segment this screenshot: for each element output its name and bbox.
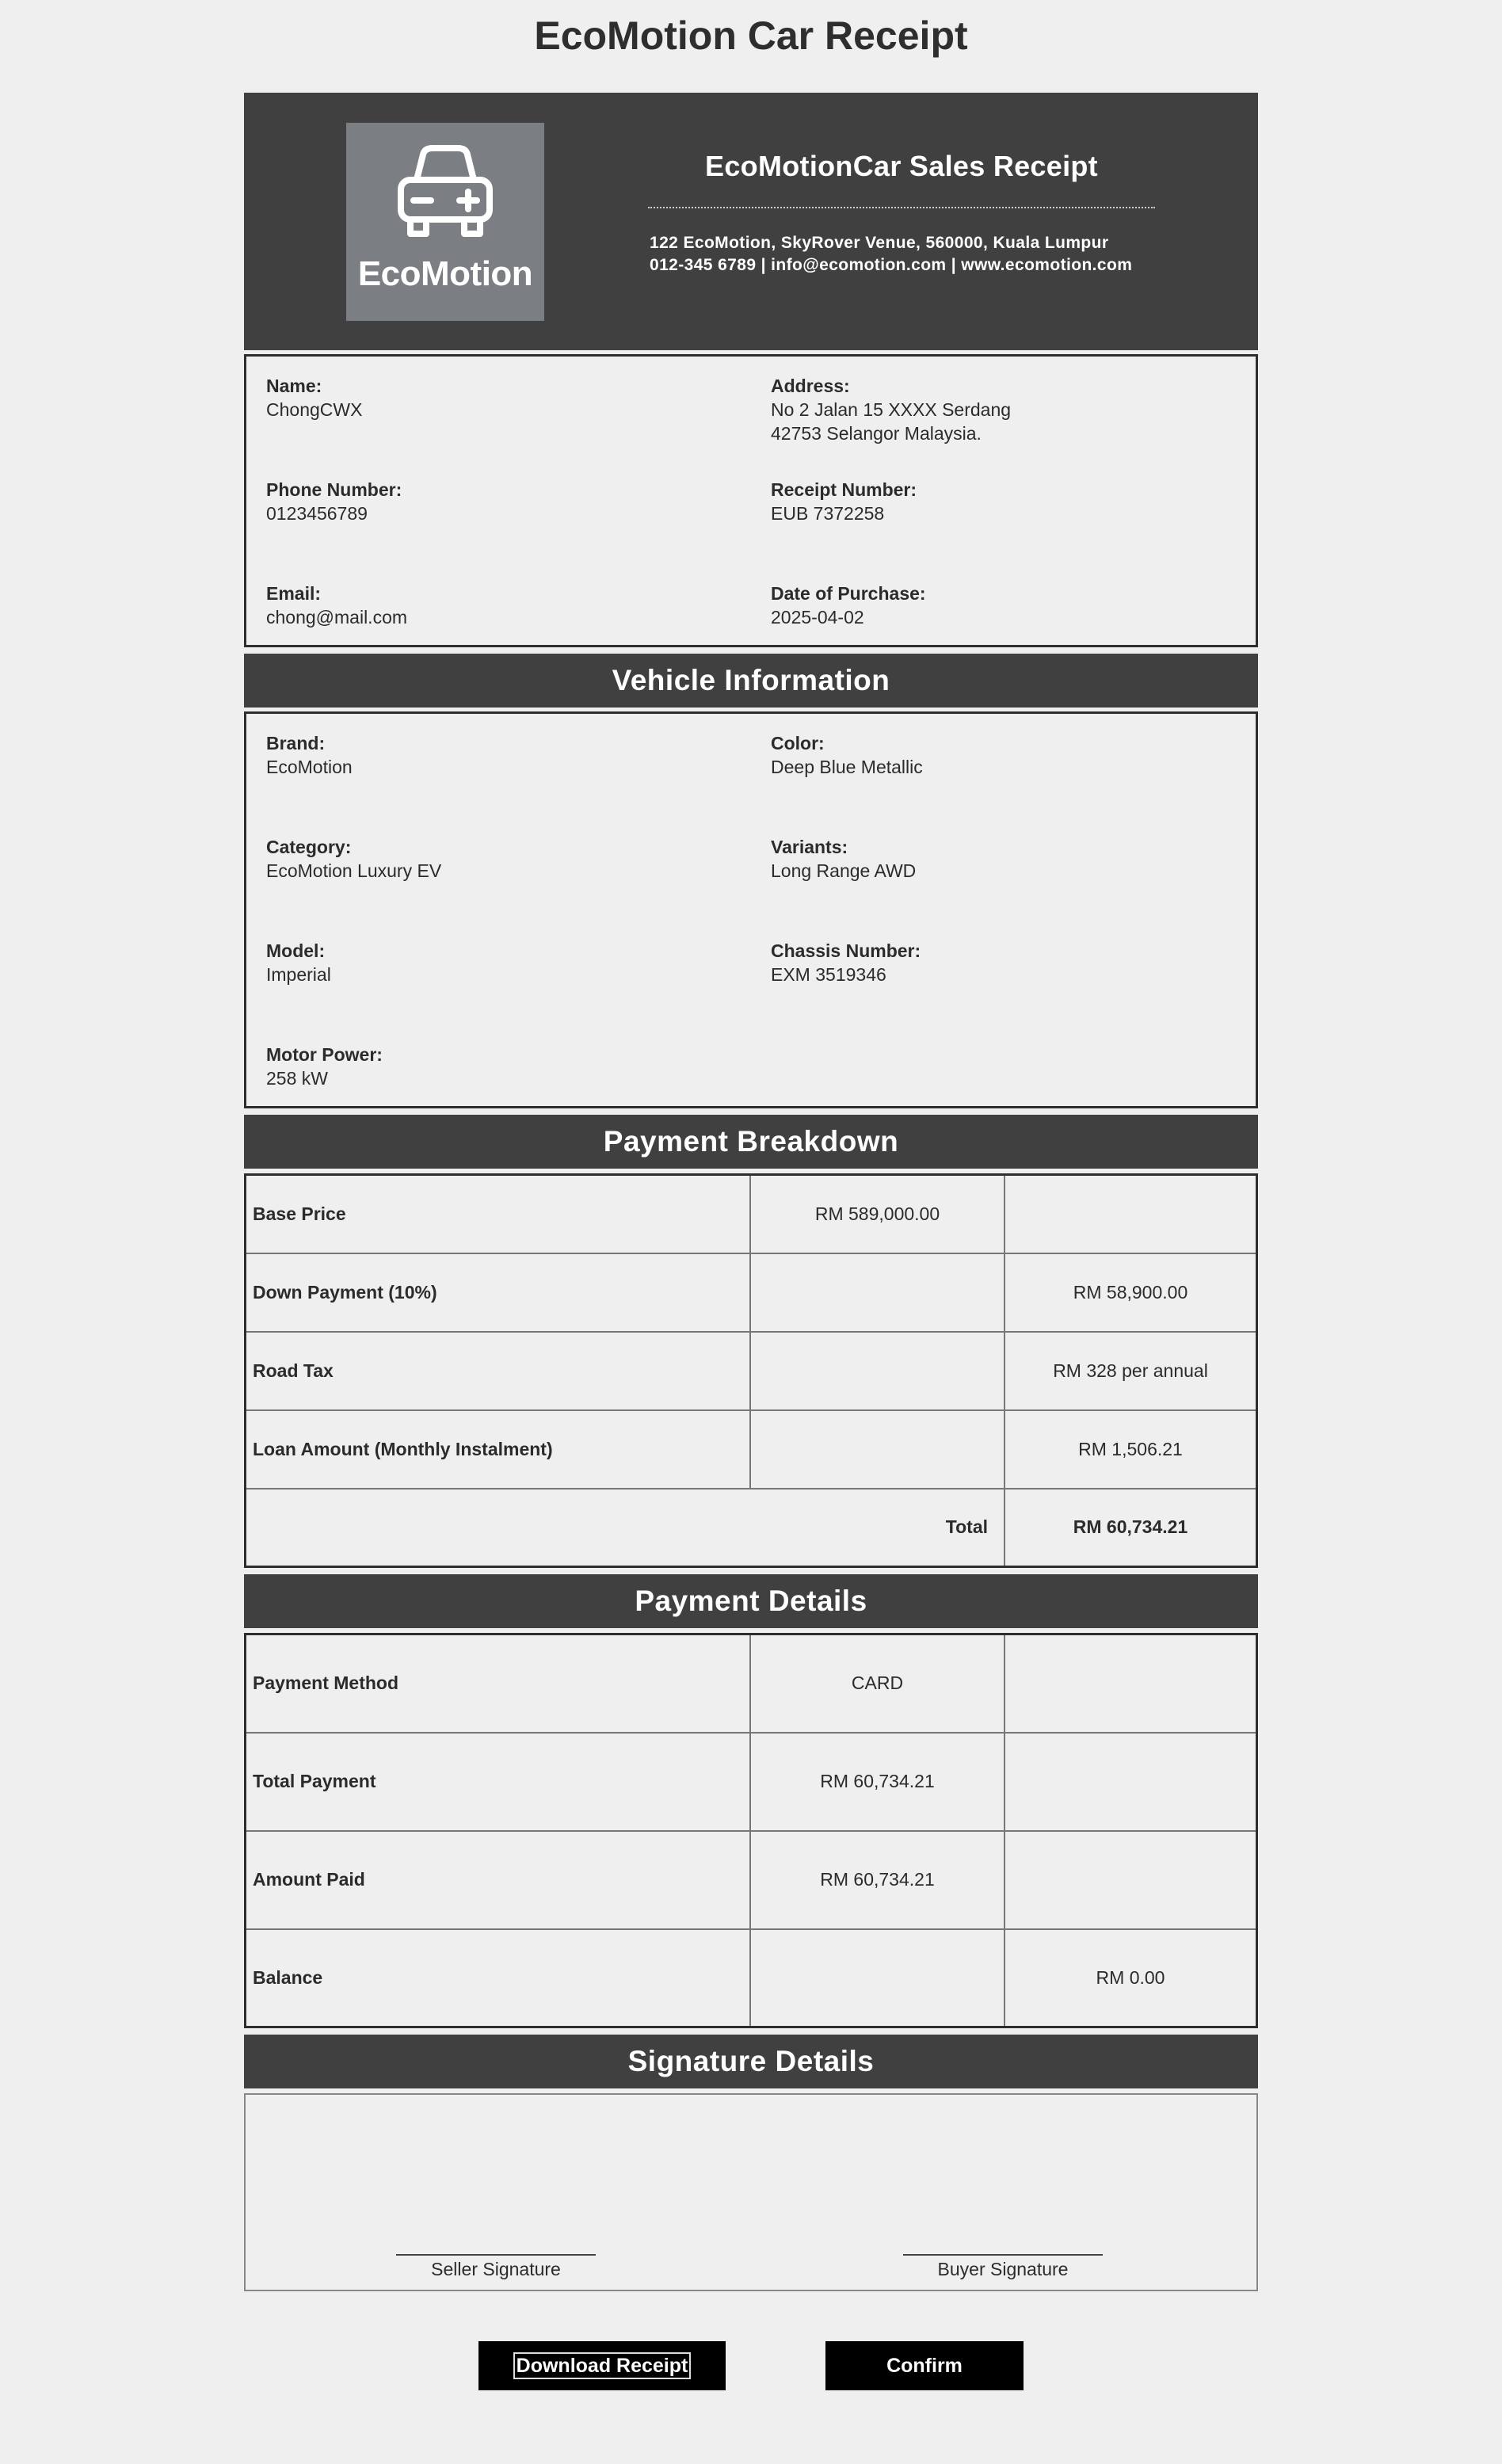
customer-name-field [266,374,771,478]
field-value: EUB 7372258 [771,503,885,524]
table-row [246,1831,1257,1929]
header-divider [648,207,1155,208]
signature-line [396,2254,596,2256]
vehicle-section-header: Vehicle Information [244,654,1258,708]
field-value-line2: 42753 Selangor Malaysia. [771,423,982,444]
row-value [1005,1733,1257,1831]
total-value: RM 60,734.21 [1005,1489,1257,1567]
table-row [246,1410,1257,1489]
field-label: Category: [266,837,352,857]
field-label: Color: [771,733,825,753]
table-row [246,1929,1257,2027]
download-receipt-label: Download Receipt [516,2354,688,2377]
row-amount [750,1332,1005,1410]
field-value: EcoMotion [266,757,353,777]
field-label: Chassis Number: [771,940,921,961]
customer-address-field [771,374,1236,478]
row-value [1005,1175,1257,1253]
row-label: Balance [246,1929,751,2027]
row-value: RM 1,506.21 [1005,1410,1257,1489]
signature-box [244,2093,1258,2291]
signature-line [903,2254,1103,2256]
vehicle-model-field [266,939,771,1043]
table-row [246,1175,1257,1253]
field-value: EXM 3519346 [771,964,886,985]
receipt-number-field [771,478,1236,582]
vehicle-info-section [244,711,1258,1108]
signature-section-header: Signature Details [244,2035,1258,2088]
row-label: Base Price [246,1175,751,1253]
field-value: 258 kW [266,1068,328,1089]
field-value: 0123456789 [266,503,368,524]
company-info [640,150,1163,277]
seller-signature [385,2254,607,2280]
confirm-button[interactable]: Confirm [825,2341,1024,2390]
field-label: Motor Power: [266,1044,383,1065]
total-label: Total [246,1489,1005,1567]
row-label: Road Tax [246,1332,751,1410]
buyer-signature [892,2254,1114,2280]
row-amount [750,1253,1005,1332]
payment-breakdown-header: Payment Breakdown [244,1115,1258,1169]
field-value: Long Range AWD [771,860,917,881]
table-row [246,1253,1257,1332]
table-row [246,1733,1257,1831]
row-value [1005,1831,1257,1929]
company-address: 122 EcoMotion, SkyRover Venue, 560000, Kuala Lumpur [650,234,1109,252]
vehicle-variant-field [771,835,1236,939]
field-label: Phone Number: [266,479,402,500]
field-value: ChongCWX [266,399,363,420]
seller-signature-label: Seller Signature [431,2259,561,2279]
action-bar [244,2341,1258,2450]
row-amount: RM 60,734.21 [750,1831,1005,1929]
field-value: Imperial [266,964,331,985]
row-amount [750,1410,1005,1489]
table-row [246,1332,1257,1410]
field-label: Email: [266,583,322,604]
field-label: Receipt Number: [771,479,917,500]
row-label: Amount Paid [246,1831,751,1929]
vehicle-color-field [771,731,1236,835]
receipt-container [244,93,1258,2450]
row-value [1005,1634,1257,1733]
field-value: EcoMotion Luxury EV [266,860,442,881]
vehicle-brand-field [266,731,771,835]
field-label: Model: [266,940,326,961]
field-value: chong@mail.com [266,607,408,627]
row-label: Down Payment (10%) [246,1253,751,1332]
row-value: RM 328 per annual [1005,1332,1257,1410]
page-title: EcoMotion Car Receipt [534,13,968,58]
field-label: Date of Purchase: [771,583,926,604]
row-amount: RM 60,734.21 [750,1733,1005,1831]
customer-info-section [244,354,1258,647]
row-amount: RM 589,000.00 [750,1175,1005,1253]
field-value: Deep Blue Metallic [771,757,923,777]
company-title: EcoMotionCar Sales Receipt [705,150,1098,182]
payment-breakdown-table [244,1173,1258,1568]
field-value: 2025-04-02 [771,607,864,627]
payment-details-header: Payment Details [244,1574,1258,1628]
vehicle-category-field [266,835,771,939]
field-label: Variants: [771,837,848,857]
field-label: Brand: [266,733,326,753]
vehicle-motor-power-field [266,1043,771,1090]
field-label: Address: [771,376,850,396]
download-receipt-button[interactable] [478,2341,726,2390]
field-label: Name: [266,376,322,396]
company-contact: 012-345 6789 | info@ecomotion.com | www.ecomotion.com [650,256,1133,274]
field-value: No 2 Jalan 15 XXXX Serdang [771,399,1012,420]
row-label: Total Payment [246,1733,751,1831]
receipt-header [244,93,1258,350]
row-label: Payment Method [246,1634,751,1733]
row-label: Loan Amount (Monthly Instalment) [246,1410,751,1489]
row-value: RM 58,900.00 [1005,1253,1257,1332]
vehicle-chassis-field [771,939,1236,1043]
purchase-date-field [771,582,1236,629]
buyer-signature-label: Buyer Signature [937,2259,1069,2279]
car-icon [390,140,501,243]
logo-text: EcoMotion [357,254,533,293]
customer-phone-field [266,478,771,582]
payment-details-table [244,1633,1258,2028]
table-row [246,1634,1257,1733]
total-row [246,1489,1257,1567]
row-value: RM 0.00 [1005,1929,1257,2027]
row-amount: CARD [750,1634,1005,1733]
row-amount [750,1929,1005,2027]
customer-email-field [266,582,771,629]
company-logo [346,123,544,321]
